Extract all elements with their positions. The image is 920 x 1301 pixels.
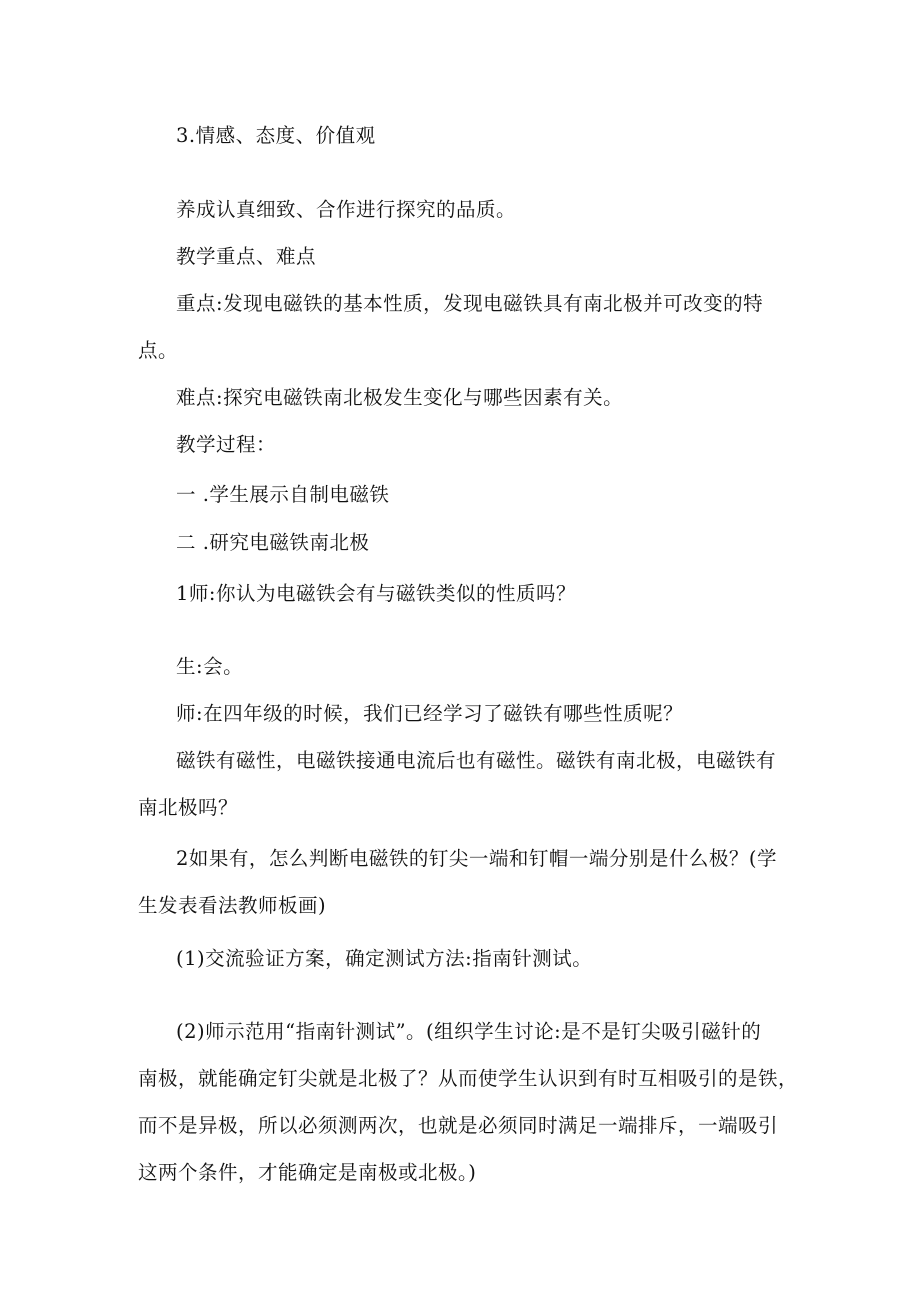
paragraph-difficulty bbox=[138, 374, 798, 421]
paragraph-quality bbox=[138, 186, 798, 233]
paragraph-magnetism bbox=[138, 737, 798, 831]
paragraph-student-answer bbox=[138, 643, 798, 690]
text-line: 二 .研究电磁铁南北极 bbox=[176, 531, 370, 554]
paragraph-key-point bbox=[138, 280, 798, 374]
paragraph-teacher-question-2 bbox=[138, 690, 798, 737]
text-line: 3.情感、态度、价值观 bbox=[176, 124, 376, 147]
text-line: 重点:发现电磁铁的基本性质，发现电磁铁具有南北极并可改变的特 bbox=[176, 292, 764, 315]
text-line: 养成认真细致、合作进行探究的品质。 bbox=[176, 198, 517, 221]
heading-attitude-values bbox=[138, 112, 798, 159]
text-line: (2)师示范用“指南针测试”。(组织学生讨论:是不是钉尖吸引磁针的 bbox=[176, 1020, 762, 1043]
text-line: 2如果有，怎么判断电磁铁的钉尖一端和钉帽一端分别是什么极？(学 bbox=[176, 847, 778, 870]
text-line: 而不是异极，所以必须测两次，也就是必须同时满足一端排斥，一端吸引 bbox=[138, 1114, 779, 1137]
heading-teaching-process bbox=[138, 421, 798, 468]
text-line: 教学重点、难点 bbox=[176, 245, 317, 268]
text-line: 生发表看法教师板画) bbox=[138, 894, 327, 917]
section-one-title bbox=[138, 471, 798, 518]
section-two-title bbox=[138, 519, 798, 566]
text-line: 难点:探究电磁铁南北极发生变化与哪些因素有关。 bbox=[176, 386, 624, 409]
heading-key-points bbox=[138, 233, 798, 280]
text-line: 师:在四年级的时候，我们已经学习了磁铁有哪些性质呢？ bbox=[176, 702, 684, 725]
text-line: 点。 bbox=[138, 339, 179, 362]
text-line: 磁铁有磁性，电磁铁接通电流后也有磁性。磁铁有南北极，电磁铁有 bbox=[176, 749, 777, 772]
text-line: 教学过程： bbox=[176, 433, 277, 456]
paragraph-step-1 bbox=[138, 935, 798, 982]
text-line: (1)交流验证方案，确定测试方法:指南针测试。 bbox=[176, 947, 593, 970]
text-line: 这两个条件，才能确定是南极或北极。) bbox=[138, 1161, 477, 1184]
paragraph-question-2 bbox=[138, 835, 798, 929]
text-line: 一 .学生展示自制电磁铁 bbox=[176, 483, 390, 506]
paragraph-teacher-question-1 bbox=[138, 570, 798, 617]
text-line: 南极，就能确定钉尖就是北极了？从而使学生认识到有时互相吸引的是铁， bbox=[138, 1067, 799, 1090]
text-line: 南北极吗？ bbox=[138, 796, 239, 819]
text-line: 生:会。 bbox=[176, 655, 244, 678]
text-line: 1师:你认为电磁铁会有与磁铁类似的性质吗？ bbox=[176, 582, 576, 605]
paragraph-step-2 bbox=[138, 1008, 798, 1196]
